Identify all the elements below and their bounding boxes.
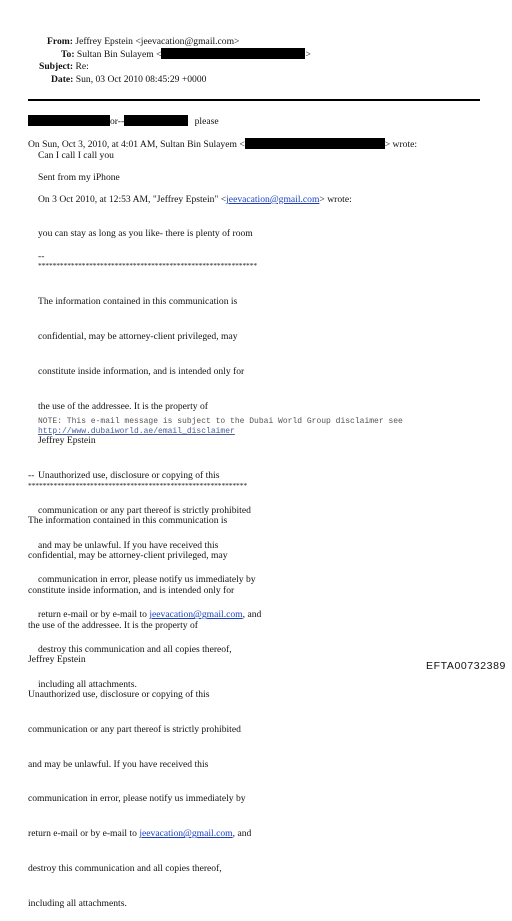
- redaction-box: [124, 115, 188, 126]
- disclaimer-line: destroy this communication and all copies thereof,: [38, 644, 232, 655]
- to-label: To:: [61, 49, 75, 60]
- disclaimer-line: constitute inside information, and is intended only for: [28, 584, 235, 596]
- bates-number: EFTA00732389: [426, 660, 506, 672]
- to-value-prefix: Sultan Bin Sulayem <: [76, 49, 162, 60]
- body-line-1: [28, 115, 219, 128]
- stay-line: you can stay as long as you like- there is plenty of room: [38, 228, 253, 239]
- quote2-suffix: > wrote:: [319, 194, 352, 205]
- disclaimer-line: Unauthorized use, disclosure or copying of this: [38, 470, 220, 482]
- redaction-box: [161, 48, 305, 59]
- quote2-prefix: On 3 Oct 2010, at 12:53 AM, "Jeffrey Epstein" <: [38, 194, 227, 205]
- disclaimer-line: destroy this communication and all copies thereof,: [28, 863, 222, 874]
- disclaimer-line: Jeffrey Epstein: [38, 435, 96, 447]
- quote2-header: [38, 194, 352, 206]
- date-label: Date:: [51, 74, 74, 85]
- disclaimer-line: confidential, may be attorney-client privileged, may: [38, 330, 238, 342]
- disclaimer-email-link[interactable]: jeevacation@gmail.com: [139, 828, 233, 840]
- disclaimer-line: constitute inside information, and is intended only for: [38, 365, 245, 377]
- outer-stars: ************************************************************: [28, 481, 248, 490]
- header-divider: [28, 99, 480, 101]
- disclaimer-line: [28, 828, 251, 840]
- disclaimer-line: communication in error, please notify us immediately by: [28, 793, 246, 805]
- disclaimer-email-link[interactable]: jeevacation@gmail.com: [149, 609, 243, 621]
- disclaimer-line: the use of the addressee. It is the property of: [28, 619, 198, 631]
- subject-label: Subject:: [39, 61, 74, 72]
- dubai-note: NOTE: This e-mail message is subject to the Dubai World Group disclaimer see: [38, 417, 403, 426]
- redaction-box: [245, 138, 385, 149]
- disclaimer-line: and may be unlawful. If you have received this: [28, 758, 209, 770]
- body-please: please: [194, 116, 219, 127]
- disclaimer-line: confidential, may be attorney-client privileged, may: [28, 549, 228, 561]
- subject-value: Re:: [75, 61, 89, 72]
- disclaimer-line: including all attachments.: [38, 678, 137, 690]
- quote1-header: [28, 138, 417, 151]
- quote1-prefix: On Sun, Oct 3, 2010, at 4:01 AM, Sultan Bin Sulayem <: [28, 139, 245, 150]
- disclaimer-line: and may be unlawful. If you have received this: [38, 539, 219, 551]
- disclaimer-line: including all attachments.: [28, 897, 127, 909]
- outer-disclaimer: [28, 492, 251, 921]
- dubai-disclaimer-link[interactable]: http://www.dubaiworld.ae/email_disclaimer: [38, 427, 235, 436]
- disclaimer-line: communication or any part thereof is strictly prohibited: [28, 723, 241, 735]
- disclaimer-line: The information contained in this communication is: [28, 515, 228, 527]
- inner-stars: ************************************************************: [38, 261, 258, 270]
- disclaimer-line: communication in error, please notify us immediately by: [38, 574, 256, 586]
- disclaimer-text: , and: [242, 609, 262, 621]
- to-value-suffix: >: [305, 49, 311, 60]
- disclaimer-line: the use of the addressee. It is the property of: [38, 400, 208, 412]
- to-row: [61, 48, 311, 61]
- call-line: Can I call I call you: [38, 150, 114, 161]
- subject-row: [39, 61, 89, 73]
- date-value: Sun, 03 Oct 2010 08:45:29 +0000: [75, 74, 207, 85]
- outer-dashes: --: [28, 470, 35, 481]
- disclaimer-line: communication or any part thereof is strictly prohibited: [38, 504, 251, 516]
- from-row: [47, 36, 239, 48]
- disclaimer-text: , and: [232, 828, 252, 840]
- inner-dashes: --: [38, 251, 45, 262]
- quote1-suffix: > wrote:: [384, 139, 418, 150]
- redaction-box: [28, 115, 110, 126]
- disclaimer-line: Jeffrey Epstein: [28, 654, 86, 666]
- disclaimer-text: return e-mail or by e-mail to: [38, 609, 150, 621]
- body-or: or--: [110, 116, 125, 127]
- disclaimer-line: The information contained in this communication is: [38, 296, 238, 308]
- disclaimer-line: Unauthorized use, disclosure or copying of this: [28, 689, 210, 701]
- date-row: [51, 74, 206, 86]
- sent-from-line: Sent from my iPhone: [38, 172, 120, 183]
- disclaimer-text: return e-mail or by e-mail to: [28, 828, 140, 840]
- from-value: Jeffrey Epstein <jeevacation@gmail.com>: [75, 36, 240, 47]
- from-label: From:: [47, 36, 73, 47]
- quote2-email-link[interactable]: jeevacation@gmail.com: [226, 194, 320, 205]
